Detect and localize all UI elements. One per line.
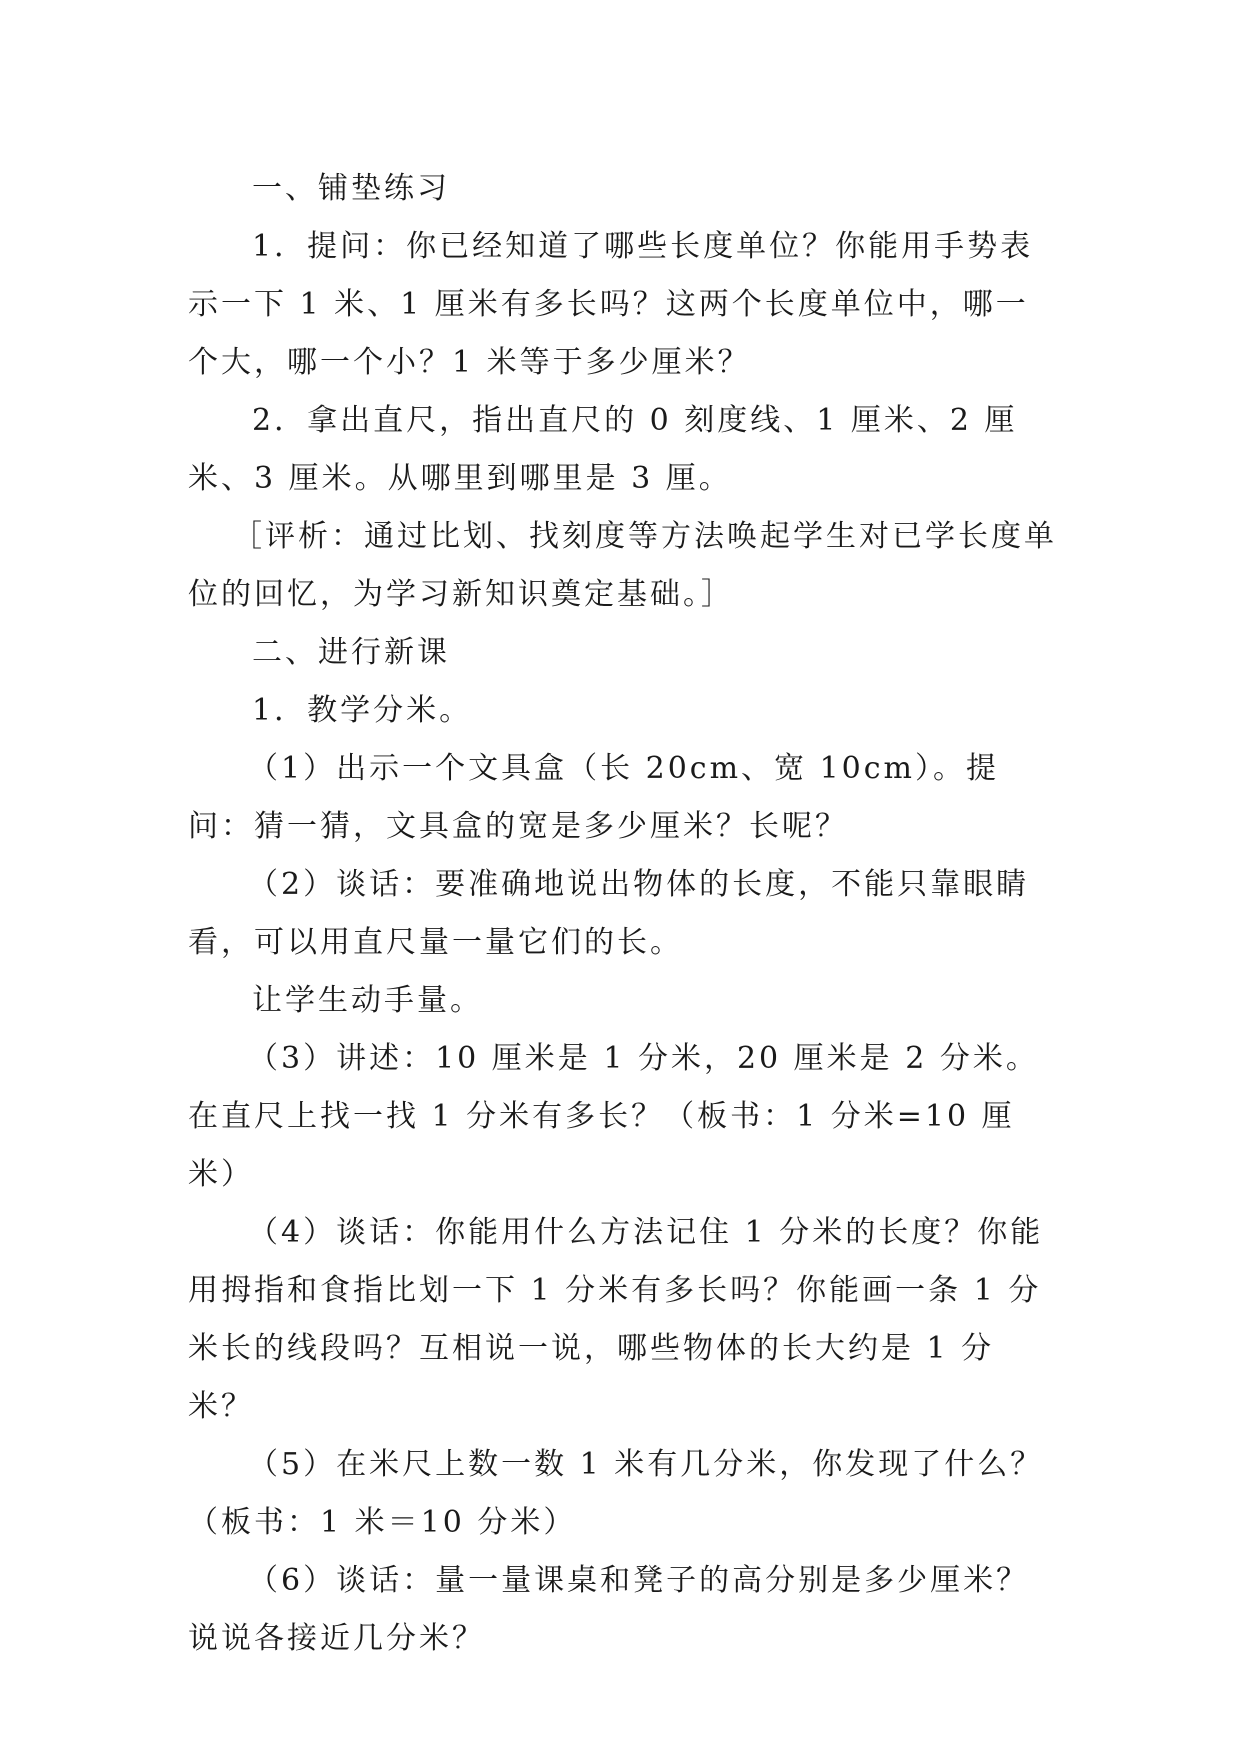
section-heading: 二、进行新课	[252, 635, 450, 670]
section-heading: 一、铺垫练习	[252, 171, 450, 206]
paragraph: （2）谈话：要准确地说出物体的长度，不能只靠眼睛看，可以用直尺量一量它们的长。	[188, 867, 1030, 960]
paragraph: （6）谈话：量一量课桌和凳子的高分别是多少厘米？说说各接近几分米？	[188, 1563, 1030, 1656]
paragraph: （1）出示一个文具盒（长 20cm、宽 10cm）。提问：猜一猜，文具盒的宽是多少厘米？长呢？	[188, 751, 1000, 844]
paragraph: 2．拿出直尺，指出直尺的 0 刻度线、1 厘米、2 厘米、3 厘米。从哪里到哪里是 3 厘。	[188, 403, 1018, 496]
paragraph: （4）谈话：你能用什么方法记住 1 分米的长度？你能用拇指和食指比划一下 1 分米有多长吗？你能画一条 1 分米长的线段吗？互相说一说，哪些物体的长大约是 1 分米？	[188, 1215, 1044, 1424]
paragraph: （5）在米尺上数一数 1 米有几分米，你发现了什么？（板书：1 米＝10 分米）	[188, 1447, 1044, 1540]
document-body	[188, 160, 1058, 1668]
commentary-paragraph: ［评析：通过比划、找刻度等方法唤起学生对已学长度单位的回忆，为学习新知识奠定基础。］	[188, 519, 1057, 612]
paragraph: 让学生动手量。	[252, 983, 483, 1018]
subsection-heading: 1．教学分米。	[252, 693, 473, 728]
paragraph: 1．提问：你已经知道了哪些长度单位？你能用手势表示一下 1 米、1 厘米有多长吗？这两个长度单位中，哪一个大，哪一个小？1 米等于多少厘米？	[188, 229, 1034, 380]
paragraph: （3）讲述：10 厘米是 1 分米，20 厘米是 2 分米。在直尺上找一找 1 分米有多长？（板书：1 分米=10 厘米）	[188, 1041, 1039, 1192]
